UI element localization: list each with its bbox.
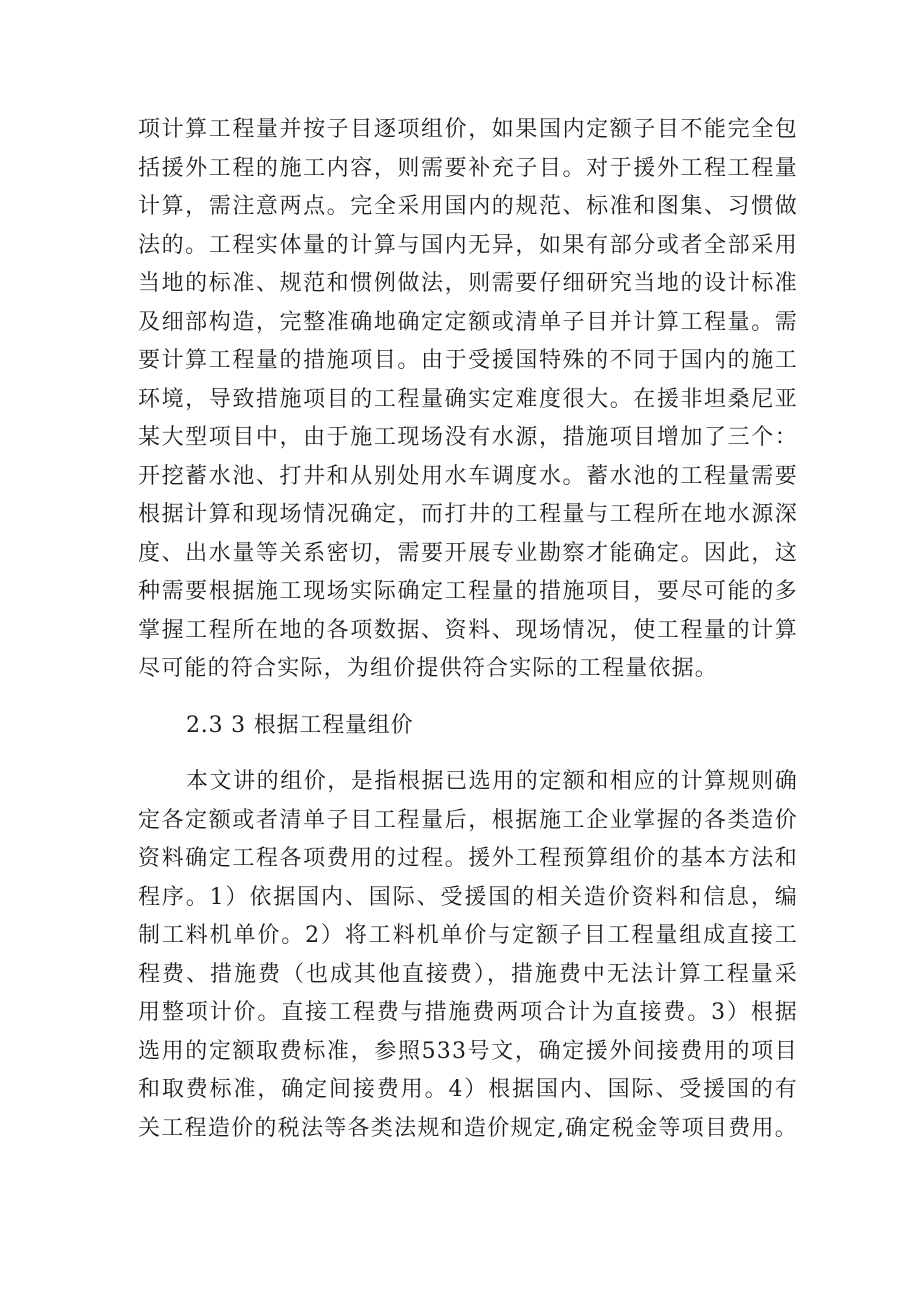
text-line: 定各定额或者清单子目工程量后，根据施工企业掌握的各类造价: [138, 807, 798, 833]
text-line: 环境，导致措施项目的工程量确实定难度很大。在援非坦桑尼亚: [138, 386, 798, 412]
paragraph-1: [138, 111, 798, 689]
text-line: 制工料机单价。2）将工料机单价与定额子目工程量组成直接工: [138, 923, 798, 948]
text-line: 开挖蓄水池、打井和从别处用水车调度水。蓄水池的工程量需要: [138, 463, 798, 489]
text-line: 括援外工程的施工内容，则需要补充子目。对于援外工程工程量: [138, 155, 798, 181]
text-line: 计算，需注意两点。完全采用国内的规范、标准和图集、习惯做: [138, 194, 798, 219]
section-heading: 2.3 3 根据工程量组价: [186, 712, 414, 738]
document-body: [138, 111, 798, 1148]
text-line: 尽可能的符合实际，为组价提供符合实际的工程量依据。: [138, 656, 719, 681]
text-line: 选用的定额取费标准，参照533号文，确定援外间接费用的项目: [138, 1038, 798, 1064]
text-line: 掌握工程所在地的各项数据、资料、现场情况，使工程量的计算: [138, 617, 798, 643]
text-line: 要计算工程量的措施项目。由于受援国特殊的不同于国内的施工: [138, 348, 798, 373]
text-line: 程费、措施费（也成其他直接费），措施费中无法计算工程量采: [138, 961, 798, 987]
text-line: 法的。工程实体量的计算与国内无异，如果有部分或者全部采用: [138, 232, 798, 258]
text-line: 资料确定工程各项费用的过程。援外工程预算组价的基本方法和: [138, 846, 798, 871]
text-line: 度、出水量等关系密切，需要开展专业勘察才能确定。因此，这: [138, 540, 798, 566]
text-line: 及细部构造，完整准确地确定定额或清单子目并计算工程量。需: [138, 309, 798, 335]
text-line: 程序。1）依据国内、国际、受援国的相关造价资料和信息，编: [138, 884, 798, 910]
text-line: 当地的标准、规范和惯例做法，则需要仔细研究当地的设计标准: [138, 271, 798, 296]
text-line: 种需要根据施工现场实际确定工程量的措施项目，要尽可能的多: [138, 579, 798, 604]
text-line: 根据计算和现场情况确定，而打井的工程量与工程所在地水源深: [138, 502, 798, 527]
text-line: 项计算工程量并按子目逐项组价，如果国内定额子目不能完全包: [138, 117, 798, 142]
text-line: 用整项计价。直接工程费与措施费两项合计为直接费。3）根据: [138, 1000, 798, 1025]
paragraph-2: [138, 763, 798, 1148]
text-line: 某大型项目中，由于施工现场没有水源，措施项目增加了三个：: [138, 425, 798, 450]
text-line: 和取费标准，确定间接费用。4）根据国内、国际、受援国的有: [138, 1077, 798, 1102]
text-line: 本文讲的组价，是指根据已选用的定额和相应的计算规则确: [186, 769, 798, 794]
text-line: 关工程造价的税法等各类法规和造价规定,确定税金等项目费用。: [138, 1115, 798, 1141]
